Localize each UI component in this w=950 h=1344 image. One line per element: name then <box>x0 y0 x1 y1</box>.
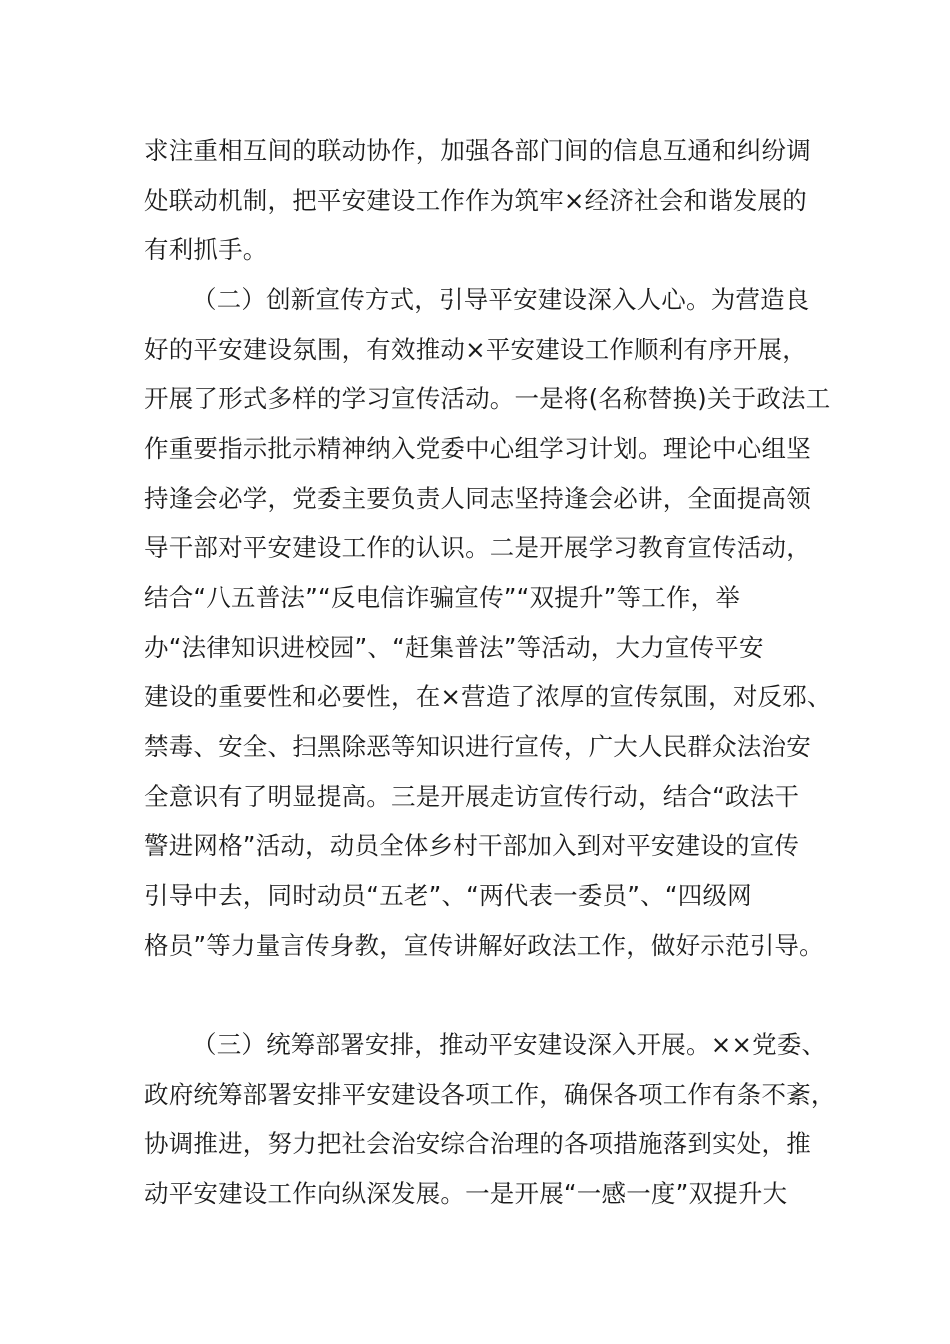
text-line: 政府统筹部署安排平安建设各项工作，确保各项工作有条不紊， <box>144 1080 836 1109</box>
text-line: 协调推进，努力把社会治安综合治理的各项措施落到实处，推 <box>144 1129 811 1158</box>
text-line: 引导中去，同时动员“五老”、“两代表一委员”、“四级网 <box>144 881 752 910</box>
paragraph-3-heading-line: （三）统筹部署安排，推动平安建设深入开展。××党委、 <box>192 1030 827 1059</box>
text-line: 持逢会必学，党委主要负责人同志坚持逢会必讲，全面提高领 <box>144 484 811 513</box>
text-line: 开展了形式多样的学习宣传活动。一是将(名称替换)关于政法工 <box>144 384 831 413</box>
text-line: 动平安建设工作向纵深发展。一是开展“一感一度”双提升大 <box>144 1179 788 1208</box>
text-line: 警进网格”活动，动员全体乡村干部加入到对平安建设的宣传 <box>144 831 800 860</box>
text-line: 有利抓手。 <box>144 235 268 264</box>
text-line: 格员”等力量言传身教，宣传讲解好政法工作，做好示范引导。 <box>144 931 824 960</box>
text-line: 导干部对平安建设工作的认识。二是开展学习教育宣传活动， <box>144 533 811 562</box>
text-line: 结合“八五普法”“反电信诈骗宣传”“双提升”等工作，举 <box>144 583 741 612</box>
text-line: 处联动机制，把平安建设工作作为筑牢×经济社会和谐发展的 <box>144 186 807 215</box>
text-line: 作重要指示批示精神纳入党委中心组学习计划。理论中心组坚 <box>144 434 811 463</box>
text-line: 禁毒、安全、扫黑除恶等知识进行宣传，广大人民群众法治安 <box>144 732 811 761</box>
text-line: 好的平安建设氛围，有效推动×平安建设工作顺利有序开展， <box>144 335 807 364</box>
text-line: 全意识有了明显提高。三是开展走访宣传行动，结合“政法干 <box>144 782 800 811</box>
text-line: 建设的重要性和必要性，在×营造了浓厚的宣传氛围，对反邪、 <box>144 682 832 711</box>
text-line: 求注重相互间的联动协作，加强各部门间的信息互通和纠纷调 <box>144 136 811 165</box>
text-line: 办“法律知识进校园”、“赶集普法”等活动，大力宣传平安 <box>144 633 764 662</box>
paragraph-2-heading-line: （二）创新宣传方式，引导平安建设深入人心。为营造良 <box>192 285 810 314</box>
